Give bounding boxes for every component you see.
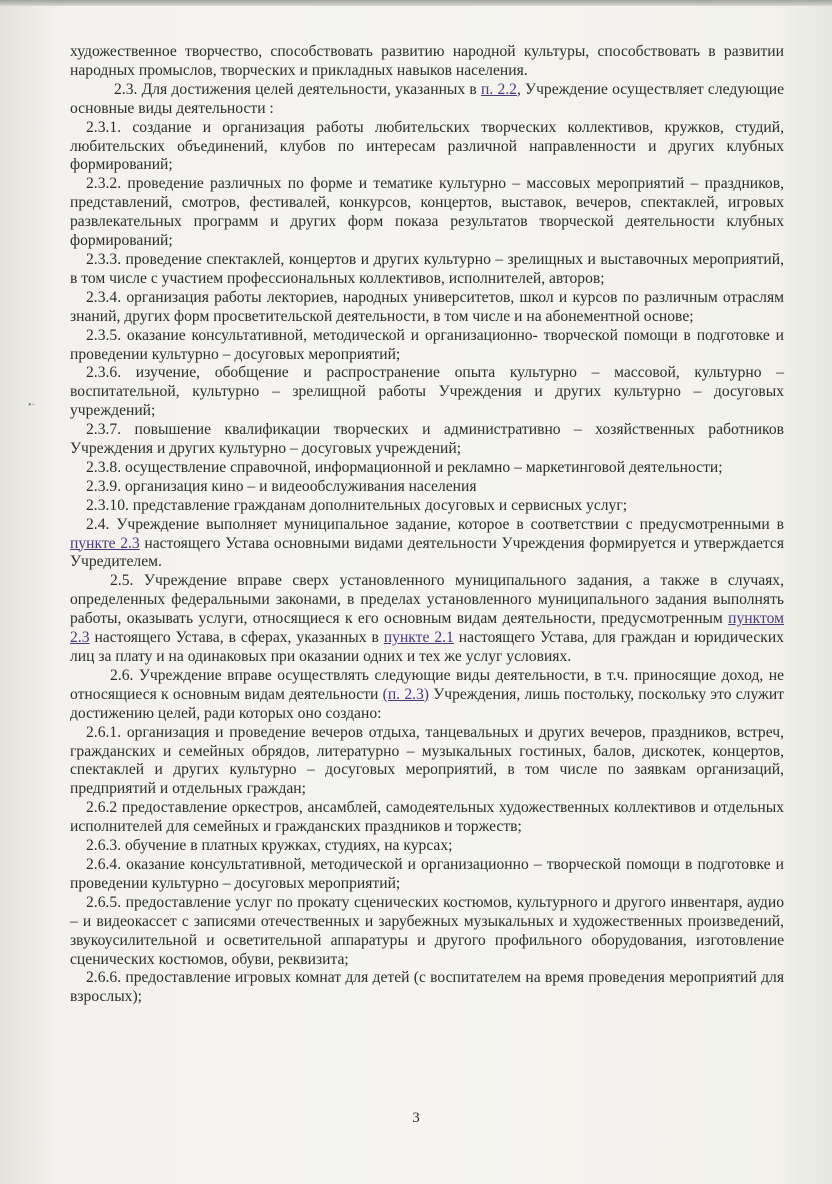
reference-link[interactable]: пунктом 2.3 xyxy=(70,610,784,647)
scan-mark: •· xyxy=(28,400,35,411)
paragraph: 2.3.9. организация кино – и видеообслуживания населения xyxy=(86,477,477,495)
scan-top-edge xyxy=(0,0,832,6)
paragraph: 2.3.3. проведение спектаклей, концертов и других культурно – зрелищных и выставочных мероприятий, в том числе с участием профессиональных коллективов, исполнителей, авторов; xyxy=(70,250,784,287)
paragraph: 2.3.5. оказание консультативной, методической и организационно- творческой помощи в подготовке и проведении культурно – досуговых мероприятий; xyxy=(70,326,784,363)
reference-link[interactable]: пункте 2.3 xyxy=(70,534,140,552)
paragraph: 2.6.5. предоставление услуг по прокату сценических костюмов, культурного и другого инвентаря, аудио – и видеокассет с записями отечественных и зарубежных музыкальных и художественных произведений, звукоусилительной и осветительной аппаратуры и другого профильного оборудования, изготовление сценических костюмов, обуви, реквизита; xyxy=(70,893,784,968)
paragraph: 2.6.6. предоставление игровых комнат для детей (с воспитателем на время проведения мероприятий для взрослых); xyxy=(70,969,784,1006)
paragraph: 2.6.1. организация и проведение вечеров отдыха, танцевальных и других вечеров, праздников, встреч, гражданских и семейных обрядов, литературно – музыкальных гостиных, балов, дискотек, концертов, спектаклей и других культурно – досуговых мероприятий, в том числе по заявкам организаций, предприятий и отдельных граждан; xyxy=(70,723,784,798)
paragraph: 2.3.6. изучение, обобщение и распространение опыта культурно – массовой, культурно – воспитательной, культурно – зрелищной работы Учреждения и других культурно – досуговых учреждений; xyxy=(70,364,784,420)
paragraph: 2.3.2. проведение различных по форме и тематике культурно – массовых мероприятий – праздников, представлений, смотров, фестивалей, конкурсов, концертов, выставок, вечеров, спектаклей, игровых развлекательных программ и других форм показа результатов творческой деятельности клубных формирований; xyxy=(70,175,784,250)
reference-link[interactable]: пункте 2.1 xyxy=(383,629,454,647)
paragraph: 2.6.2 предоставление оркестров, ансамблей, самодеятельных художественных коллективов и отдельных исполнителей для семейных и гражданских праздников и торжеств; xyxy=(70,799,784,836)
paragraph: 2.3.8. осуществление справочной, информационной и рекламно – маркетинговой деятельности; xyxy=(86,458,723,476)
paragraph: 2.6. Учреждение вправе осуществлять следующие виды деятельности, в т.ч. приносящие доход, не относящиеся к основным видам деятельности (п. 2.3) Учреждения, лишь постольку, поскольку это служит достижению целей, ради которых оно создано: xyxy=(70,666,784,722)
paragraph: 2.3.10. представление гражданам дополнительных досуговых и сервисных услуг; xyxy=(86,496,628,514)
page-number: 3 xyxy=(412,1110,420,1126)
paragraph: 2.3.1. создание и организация работы любительских творческих коллективов, кружков, студий, любительских объединений, клубов по интересам различной направленности и других клубных формирований; xyxy=(70,118,784,174)
paragraph: художественное творчество, способствовать развитию народной культуры, способствовать в развитии народных промыслов, творческих и прикладных навыков населения. xyxy=(70,43,784,79)
paragraph: 2.3.4. организация работы лекториев, народных университетов, школ и курсов по различным отраслям знаний, других форм просветительской деятельности, в том числе и на абонементной основе; xyxy=(70,288,784,325)
paragraph: 2.6.3. обучение в платных кружках, студиях, на курсах; xyxy=(86,837,453,855)
paragraph: 2.4. Учреждение выполняет муниципальное задание, которое в соответствии с предусмотренными в пункте 2.3 настоящего Устава основными видами деятельности Учреждения формируется и утверждается Учредителем. xyxy=(70,515,785,571)
document-body xyxy=(70,43,784,1007)
paragraph: 2.5. Учреждение вправе сверх установленного муниципального задания, а также в случаях, определенных федеральными законами, в пределах установленного муниципального задания выполнять работы, оказывать услуги, относящиеся к его основным видам деятельности, предусмотренным пунктом 2.3 настоящего Устава, в сферах, указанных в пункте 2.1 настоящего Устава, для граждан и юридических лиц за плату и на одинаковых при оказании одних и тех же услуг условиях. xyxy=(70,572,784,665)
paragraph: 2.3.7. повышение квалификации творческих и административно – хозяйственных работников Учреждения и других культурно – досуговых учреждений; xyxy=(70,421,784,458)
reference-link[interactable]: п. 2.2 xyxy=(480,80,517,98)
reference-link[interactable]: (п. 2.3) xyxy=(382,685,429,703)
paragraph: 2.3. Для достижения целей деятельности, указанных в п. 2.2, Учреждение осуществляет следующие основные виды деятельности : xyxy=(70,80,784,117)
paragraph: 2.6.4. оказание консультативной, методической и организационно – творческой помощи в подготовке и проведении культурно – досуговых мероприятий; xyxy=(70,855,784,892)
